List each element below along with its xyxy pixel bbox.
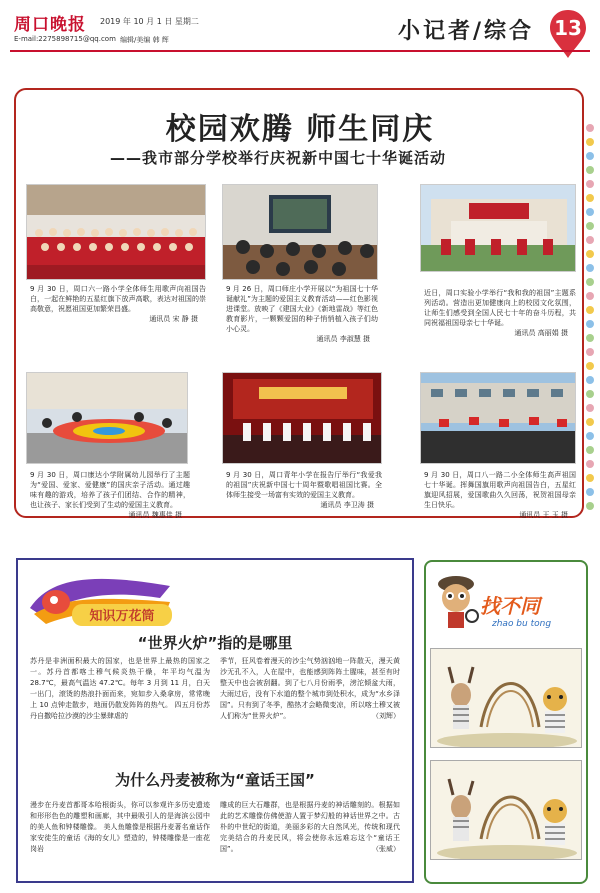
article1-col2 <box>220 656 400 722</box>
caption-1-text: 9 月 30 日，周口六一路小学全体师生用歌声向祖国告白，一起在鲜艳的五星红旗下放声高歌，表达对祖国的崇高敬意，祝愿祖国更加繁荣昌盛。 <box>30 285 206 313</box>
photo-school-stage <box>420 184 576 272</box>
issue-date: 2019 年 10 月 1 日 星期二 <box>100 17 199 26</box>
caption-5-credit: 通讯员 李卫涛 摄 <box>320 501 374 509</box>
page-number: 13 <box>554 16 582 40</box>
article2-col2-text: 雕成的巨大石雕群，也是根据丹麦的神话雕刻的。根据如此的艺术雕像仿佛使游人置于梦幻般的神话世界之中。古朴的中世纪的街道，美丽多彩的大自然风光，传统和现代完美结合的丹麦民风，将会使你永远难忘这个“童话王国”。 <box>220 801 400 853</box>
article2-col1: 漫步在丹麦首都哥本哈根街头，你可以参观许多历史遗迹和形形色色的雕塑和画廊，其中最吸引人的是海滨公园中的美人鱼和钟楼雕像。 美人鱼雕像是根据丹麦著名童话作家安徒生的童话《海的女儿》塑造的，钟楼雕像是一座花岗岩 <box>30 801 210 853</box>
caption-6 <box>424 470 576 520</box>
spot-picture-bottom <box>430 760 582 860</box>
photo-kindergarten-activity <box>26 372 188 464</box>
caption-1 <box>30 284 206 324</box>
editors-credit: 编辑/美编 韩 辉 <box>120 36 169 44</box>
feature-title: 校园欢腾 师生同庆 <box>165 112 435 147</box>
cartoon-scene-b <box>431 761 582 860</box>
contest-photo-image <box>223 373 382 464</box>
article2-col2 <box>220 800 400 855</box>
spot-picture-top <box>430 648 582 748</box>
kindergarten-photo-image <box>27 373 188 464</box>
photo-flag-waving <box>420 372 576 464</box>
knowledge-banner-label: 知识万花筒 <box>89 609 155 624</box>
feature-subtitle: ——我市部分学校举行庆祝新中国七十华诞活动 <box>110 149 447 167</box>
spot-difference-title: 找不同 <box>480 594 540 618</box>
photo-singing-contest <box>222 372 382 464</box>
caption-4-text: 9 月 30 日，周口康达小学附属幼儿园举行了主题为“爱国、爱家、爱健康”的国庆亲子活动。通过趣味有趣的游戏，培养了孩子们团结、合作的精神，也让孩子、家长们受到了生动的爱国主义教育。 <box>30 471 190 509</box>
caption-2 <box>226 284 378 344</box>
cartoon-scene-a <box>431 649 582 748</box>
masthead <box>10 8 590 68</box>
article2-author: （张威） <box>372 845 400 853</box>
photo-choir-singing <box>26 184 206 280</box>
paper-name: 周口晚报 <box>14 15 86 35</box>
caption-1-credit: 通讯员 宋 静 摄 <box>149 315 198 323</box>
caption-2-text: 9 月 26 日，周口师庄小学开展以“为祖国七十华诞献礼”为主题的爱国主义教育活动——红色影视进课堂。放映了《建国大业》《新地雷战》等红色教育影片，一颗颗爱国的种子悄悄植入孩子们幼小心灵。 <box>226 285 378 333</box>
article1-author: （刘辉） <box>372 712 400 720</box>
article2-title: 为什么丹麦被称为“童话王国” <box>115 771 315 789</box>
classroom-photo-image <box>223 185 378 280</box>
stage-photo-image <box>421 185 576 272</box>
caption-2-credit: 通讯员 李淑慧 摄 <box>316 335 370 343</box>
article1-title: “世界火炉”指的是哪里 <box>137 634 293 652</box>
section-title: 小记者/综合 <box>398 18 535 44</box>
spot-difference-pinyin: zhao bu tong <box>492 619 552 629</box>
caption-6-text: 9 月 30 日，周口八一路二小全体师生高声祖国七十华诞。挥舞国旗用歌声向祖国告白，五星红旗迎风招展，爱国歌曲久久回荡，祝贺祖国母亲生日快乐。 <box>424 471 576 509</box>
header-rule <box>10 50 590 52</box>
flag-photo-image <box>421 373 576 464</box>
detective-cartoon-icon <box>432 572 480 630</box>
contact-email: E-mail:2275898715@qq.com <box>14 35 116 43</box>
side-dots-decoration <box>583 118 597 518</box>
caption-4 <box>30 470 190 520</box>
photo-classroom-film <box>222 184 378 280</box>
caption-3 <box>424 288 576 338</box>
knowledge-banner <box>20 568 180 638</box>
caption-4-credit: 通讯员 魏惠佳 摄 <box>128 511 182 519</box>
article1-col2-text: 季节，狂风卷着漫天的沙尘气势汹汹地一阵散天，漫天黄沙无孔不入，人在屋中，也能感到阵阵土腥味，甚至有时整天中也会被刮翻。到了七八月份雨季，滂沱倾盆大雨，大雨过后，没有下水道的整个城市到处积水，成为“水乡泽国”。只有到了冬季，酷热才会略微变凉，所以喀土穆又被人们称为“世界火炉”。 <box>220 657 400 720</box>
choir-photo-image <box>27 185 206 280</box>
caption-6-credit: 通讯员 王 玉 摄 <box>519 511 568 519</box>
caption-3-credit: 通讯员 高丽娟 摄 <box>514 329 568 337</box>
article1-col1: 苏丹是非洲面积最大的国家，也是世界上最热的国家之一。苏丹首都喀土穆气候炎热干燥，年平均气温为 28.7℃，最高气温达 47.2℃。每年 3 月到 11 月，白天一出门，滚烫的热浪扑面而来，宛如步入桑拿房，常常晚上 10 点钟走散步，地面仍散发阵阵的热气。 四五月份苏丹自撒哈拉沙漠的沙尘暴肆虐的 <box>30 657 210 720</box>
caption-5-text: 9 月 30 日，周口青年小学在报告厅举行“我爱我的祖国”庆祝新中国七十周年暨歌唱祖国比赛。全体师生接受一场富有实效的爱国主义教育。 <box>226 471 382 499</box>
caption-5 <box>226 470 382 510</box>
caption-3-text: 近日，周口实验小学举行“我和我的祖国”主题系列活动。营造出更加健康向上的校园文化氛围，让师生们感受到全国人民七十年的奋斗历程，共同祝福祖国母亲七十华诞。 <box>424 289 576 327</box>
